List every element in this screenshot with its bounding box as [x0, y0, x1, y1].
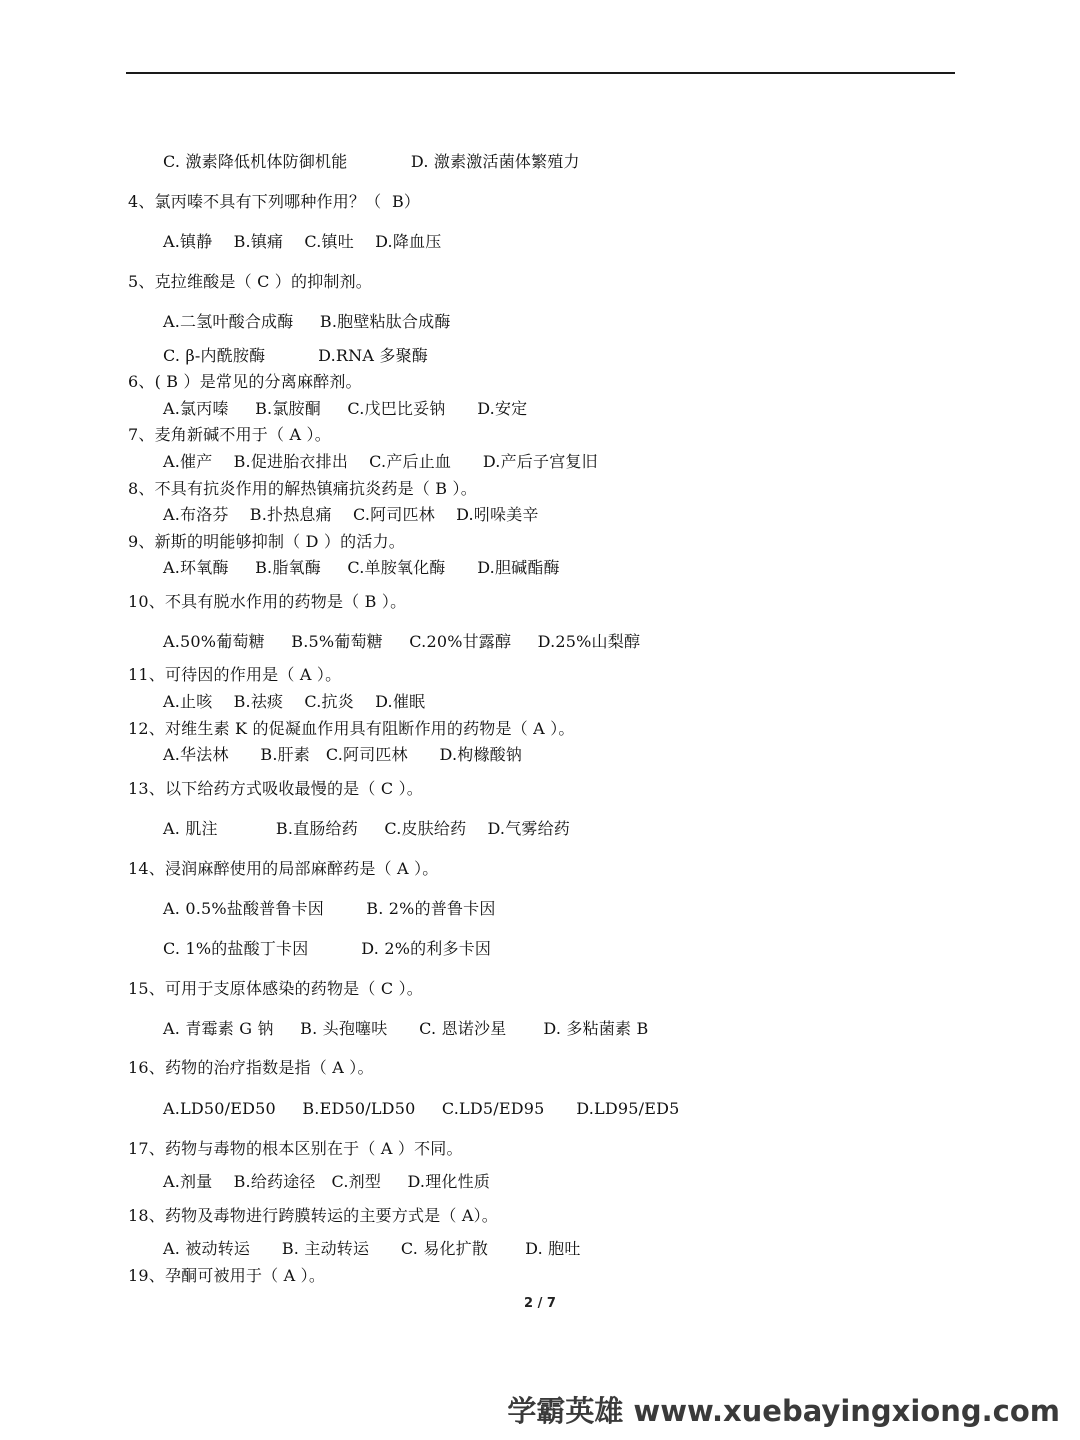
option-line: A.氯丙嗪 B.氯胺酮 C.戊巴比妥钠 D.安定 [163, 399, 528, 418]
option-line: A. 青霉素 G 钠 B. 头孢噻呋 C. 恩诺沙星 D. 多粘菌素 B [163, 1019, 649, 1038]
question-line: 16、药物的治疗指数是指（ A ）。 [128, 1058, 374, 1077]
option-line: C. 激素降低机体防御机能 D. 激素激活菌体繁殖力 [163, 152, 580, 171]
question-line: 11、可待因的作用是（ A ）。 [128, 665, 342, 684]
question-line: 19、孕酮可被用于（ A ）。 [128, 1266, 326, 1285]
option-line: A.止咳 B.祛痰 C.抗炎 D.催眠 [163, 692, 426, 711]
option-line: A.剂量 B.给药途径 C.剂型 D.理化性质 [163, 1172, 491, 1191]
option-line: A.环氧酶 B.脂氧酶 C.单胺氧化酶 D.胆碱酯酶 [163, 558, 560, 577]
question-line: 7、麦角新碱不用于（ A ）。 [128, 425, 331, 444]
question-line: 15、可用于支原体感染的药物是（ C ）。 [128, 979, 423, 998]
question-line: 17、药物与毒物的根本区别在于（ A ）不同。 [128, 1139, 463, 1158]
header-rule [126, 72, 955, 74]
option-line: A.二氢叶酸合成酶 B.胞壁粘肽合成酶 [163, 312, 451, 331]
option-line: A.LD50/ED50 B.ED50/LD50 C.LD5/ED95 D.LD95/ED5 [163, 1099, 680, 1118]
question-line: 10、不具有脱水作用的药物是（ B ）。 [128, 592, 407, 611]
option-line: A. 肌注 B.直肠给药 C.皮肤给药 D.气雾给药 [163, 819, 570, 838]
question-line: 18、药物及毒物进行跨膜转运的主要方式是（ A）。 [128, 1206, 499, 1225]
page-number: 2 / 7 [524, 1296, 556, 1311]
option-line: A. 0.5%盐酸普鲁卡因 B. 2%的普鲁卡因 [163, 899, 496, 918]
option-line: A. 被动转运 B. 主动转运 C. 易化扩散 D. 胞吐 [163, 1239, 581, 1258]
question-line: 12、对维生素 K 的促凝血作用具有阻断作用的药物是（ A ）。 [128, 719, 575, 738]
question-line: 13、以下给药方式吸收最慢的是（ C ）。 [128, 779, 423, 798]
option-line: C. 1%的盐酸丁卡因 D. 2%的利多卡因 [163, 939, 492, 958]
question-line: 5、克拉维酸是（ C ）的抑制剂。 [128, 272, 372, 291]
option-line: A.催产 B.促进胎衣排出 C.产后止血 D.产后子宫复旧 [163, 452, 598, 471]
question-line: 6、( B ）是常见的分离麻醉剂。 [128, 372, 362, 391]
option-line: A.布洛芬 B.扑热息痛 C.阿司匹林 D.吲哚美辛 [163, 505, 539, 524]
watermark: 学霸英雄 www.xuebayingxiong.com [507, 1394, 1060, 1428]
question-line: 4、氯丙嗪不具有下列哪种作用？（ B） [128, 192, 421, 211]
option-line: A.镇静 B.镇痛 C.镇吐 D.降血压 [163, 232, 442, 251]
option-line: C. β-内酰胺酶 D.RNA 多聚酶 [163, 346, 428, 365]
question-line: 8、不具有抗炎作用的解热镇痛抗炎药是（ B ）。 [128, 479, 477, 498]
option-line: A.华法林 B.肝素 C.阿司匹林 D.枸橼酸钠 [163, 745, 523, 764]
question-line: 9、新斯的明能够抑制（ D ）的活力。 [128, 532, 405, 551]
option-line: A.50%葡萄糖 B.5%葡萄糖 C.20%甘露醇 D.25%山梨醇 [163, 632, 641, 651]
question-line: 14、浸润麻醉使用的局部麻醉药是（ A ）。 [128, 859, 439, 878]
